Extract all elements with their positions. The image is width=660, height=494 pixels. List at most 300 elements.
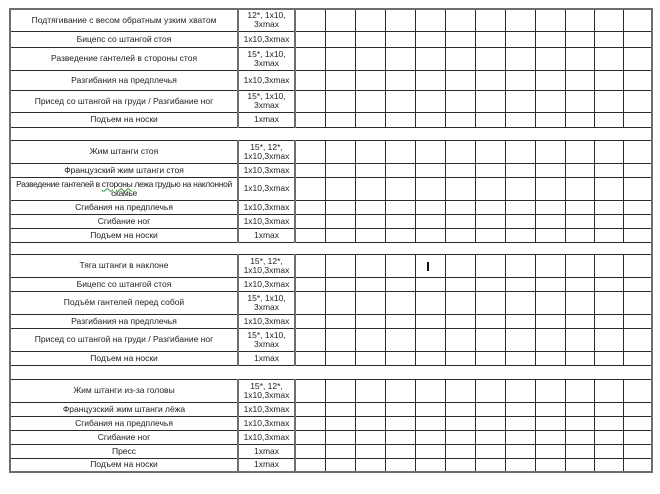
log-cell[interactable]	[355, 444, 385, 458]
log-cell[interactable]	[505, 112, 535, 127]
log-cell[interactable]	[295, 277, 325, 291]
log-cell[interactable]	[445, 70, 475, 90]
log-cell[interactable]	[565, 90, 594, 112]
log-cell[interactable]	[355, 402, 385, 416]
log-cell[interactable]	[445, 9, 475, 31]
log-cell[interactable]	[385, 9, 415, 31]
exercise-cell[interactable]	[10, 228, 238, 242]
log-cell[interactable]	[535, 277, 565, 291]
exercise-cell[interactable]	[10, 430, 238, 444]
log-cell[interactable]	[565, 430, 594, 444]
log-cell[interactable]	[623, 402, 652, 416]
log-cell[interactable]	[445, 314, 475, 328]
exercise-cell[interactable]	[10, 444, 238, 458]
exercise-cell[interactable]	[10, 31, 238, 47]
log-cell[interactable]	[505, 328, 535, 351]
log-cell[interactable]	[594, 458, 623, 472]
scheme-cell[interactable]	[238, 444, 295, 458]
log-cell[interactable]	[415, 416, 445, 430]
log-cell[interactable]	[295, 47, 325, 70]
exercise-cell[interactable]	[10, 163, 238, 177]
log-cell[interactable]	[565, 402, 594, 416]
log-cell[interactable]	[325, 31, 355, 47]
log-cell[interactable]	[535, 416, 565, 430]
log-cell[interactable]	[475, 177, 505, 200]
log-cell[interactable]	[445, 31, 475, 47]
scheme-cell[interactable]	[238, 163, 295, 177]
log-cell[interactable]	[535, 163, 565, 177]
log-cell[interactable]	[505, 200, 535, 214]
log-cell[interactable]	[505, 314, 535, 328]
log-cell[interactable]	[475, 200, 505, 214]
log-cell[interactable]	[623, 200, 652, 214]
exercise-cell[interactable]	[10, 291, 238, 314]
log-cell[interactable]	[325, 402, 355, 416]
log-cell[interactable]	[385, 402, 415, 416]
log-cell[interactable]	[385, 163, 415, 177]
log-cell[interactable]	[475, 47, 505, 70]
log-cell[interactable]	[415, 112, 445, 127]
log-cell[interactable]	[594, 177, 623, 200]
log-cell[interactable]	[594, 277, 623, 291]
log-cell[interactable]	[355, 351, 385, 365]
log-cell[interactable]	[355, 31, 385, 47]
log-cell[interactable]	[594, 47, 623, 70]
log-cell[interactable]	[445, 379, 475, 402]
log-cell[interactable]	[565, 254, 594, 277]
log-cell[interactable]	[535, 177, 565, 200]
scheme-cell[interactable]	[238, 254, 295, 277]
exercise-cell[interactable]	[10, 140, 238, 163]
log-cell[interactable]	[594, 214, 623, 228]
log-cell[interactable]	[295, 291, 325, 314]
log-cell[interactable]	[415, 430, 445, 444]
log-cell[interactable]	[385, 70, 415, 90]
log-cell[interactable]	[565, 351, 594, 365]
log-cell[interactable]	[505, 31, 535, 47]
log-cell[interactable]	[594, 351, 623, 365]
log-cell[interactable]	[295, 214, 325, 228]
log-cell[interactable]	[445, 351, 475, 365]
log-cell[interactable]	[445, 402, 475, 416]
log-cell[interactable]	[623, 379, 652, 402]
scheme-cell[interactable]	[238, 277, 295, 291]
log-cell[interactable]	[505, 140, 535, 163]
log-cell[interactable]	[565, 228, 594, 242]
log-cell[interactable]	[355, 9, 385, 31]
log-cell[interactable]	[535, 47, 565, 70]
exercise-cell[interactable]	[10, 351, 238, 365]
scheme-cell[interactable]	[238, 70, 295, 90]
log-cell[interactable]	[415, 31, 445, 47]
log-cell[interactable]	[295, 254, 325, 277]
log-cell[interactable]	[594, 402, 623, 416]
log-cell[interactable]	[565, 214, 594, 228]
scheme-cell[interactable]	[238, 402, 295, 416]
log-cell[interactable]	[445, 416, 475, 430]
log-cell[interactable]	[355, 140, 385, 163]
log-cell[interactable]	[505, 70, 535, 90]
log-cell[interactable]	[594, 444, 623, 458]
log-cell[interactable]	[385, 254, 415, 277]
log-cell[interactable]	[623, 328, 652, 351]
exercise-cell[interactable]	[10, 200, 238, 214]
log-cell[interactable]	[385, 314, 415, 328]
log-cell[interactable]	[295, 163, 325, 177]
exercise-cell[interactable]	[10, 214, 238, 228]
log-cell[interactable]	[505, 47, 535, 70]
log-cell[interactable]	[325, 314, 355, 328]
log-cell[interactable]	[475, 314, 505, 328]
log-cell[interactable]	[594, 430, 623, 444]
log-cell[interactable]	[475, 214, 505, 228]
exercise-cell[interactable]	[10, 277, 238, 291]
log-cell[interactable]	[415, 47, 445, 70]
log-cell[interactable]	[295, 90, 325, 112]
log-cell[interactable]	[295, 444, 325, 458]
log-cell[interactable]	[415, 351, 445, 365]
log-cell[interactable]	[565, 314, 594, 328]
log-cell[interactable]	[415, 140, 445, 163]
log-cell[interactable]	[623, 351, 652, 365]
scheme-cell[interactable]	[238, 379, 295, 402]
log-cell[interactable]	[565, 444, 594, 458]
log-cell[interactable]	[295, 328, 325, 351]
exercise-cell[interactable]	[10, 416, 238, 430]
log-cell[interactable]	[535, 351, 565, 365]
log-cell[interactable]	[475, 31, 505, 47]
log-cell[interactable]	[535, 90, 565, 112]
log-cell[interactable]	[505, 277, 535, 291]
log-cell[interactable]	[415, 9, 445, 31]
log-cell[interactable]	[325, 90, 355, 112]
exercise-cell[interactable]	[10, 112, 238, 127]
exercise-cell[interactable]	[10, 70, 238, 90]
log-cell[interactable]	[325, 163, 355, 177]
log-cell[interactable]	[565, 140, 594, 163]
log-cell[interactable]	[505, 228, 535, 242]
log-cell[interactable]	[415, 402, 445, 416]
scheme-cell[interactable]	[238, 314, 295, 328]
log-cell[interactable]	[415, 444, 445, 458]
log-cell[interactable]	[445, 328, 475, 351]
log-cell[interactable]	[623, 177, 652, 200]
log-cell[interactable]	[355, 214, 385, 228]
log-cell[interactable]	[475, 277, 505, 291]
log-cell[interactable]	[325, 379, 355, 402]
log-cell[interactable]	[385, 177, 415, 200]
log-cell[interactable]	[594, 140, 623, 163]
scheme-cell[interactable]	[238, 177, 295, 200]
log-cell[interactable]	[535, 70, 565, 90]
log-cell[interactable]	[565, 31, 594, 47]
log-cell[interactable]	[594, 314, 623, 328]
log-cell[interactable]	[475, 444, 505, 458]
log-cell[interactable]	[623, 458, 652, 472]
log-cell[interactable]	[445, 200, 475, 214]
log-cell[interactable]	[565, 177, 594, 200]
log-cell[interactable]	[594, 328, 623, 351]
log-cell[interactable]	[415, 163, 445, 177]
log-cell[interactable]	[623, 47, 652, 70]
log-cell[interactable]	[325, 47, 355, 70]
log-cell[interactable]	[594, 254, 623, 277]
log-cell[interactable]	[385, 458, 415, 472]
log-cell[interactable]	[325, 291, 355, 314]
log-cell[interactable]	[565, 9, 594, 31]
log-cell[interactable]	[325, 277, 355, 291]
scheme-cell[interactable]	[238, 291, 295, 314]
log-cell[interactable]	[594, 416, 623, 430]
log-cell[interactable]	[355, 163, 385, 177]
log-cell[interactable]	[325, 458, 355, 472]
log-cell[interactable]	[565, 200, 594, 214]
log-cell[interactable]	[325, 430, 355, 444]
log-cell[interactable]	[295, 31, 325, 47]
log-cell[interactable]	[385, 47, 415, 70]
scheme-cell[interactable]	[238, 214, 295, 228]
log-cell[interactable]	[623, 70, 652, 90]
log-cell[interactable]	[623, 416, 652, 430]
log-cell[interactable]	[535, 9, 565, 31]
log-cell[interactable]	[295, 228, 325, 242]
log-cell[interactable]	[475, 379, 505, 402]
log-cell[interactable]	[475, 430, 505, 444]
scheme-cell[interactable]	[238, 328, 295, 351]
log-cell[interactable]	[475, 458, 505, 472]
log-cell[interactable]	[505, 458, 535, 472]
exercise-cell[interactable]	[10, 9, 238, 31]
scheme-cell[interactable]	[238, 112, 295, 127]
log-cell[interactable]	[623, 254, 652, 277]
log-cell[interactable]	[385, 214, 415, 228]
log-cell[interactable]	[415, 277, 445, 291]
log-cell[interactable]	[325, 328, 355, 351]
log-cell[interactable]	[535, 328, 565, 351]
log-cell[interactable]	[623, 430, 652, 444]
scheme-cell[interactable]	[238, 351, 295, 365]
scheme-cell[interactable]	[238, 430, 295, 444]
log-cell[interactable]	[565, 163, 594, 177]
log-cell[interactable]	[623, 291, 652, 314]
log-cell[interactable]	[325, 214, 355, 228]
log-cell[interactable]	[594, 31, 623, 47]
log-cell[interactable]	[505, 351, 535, 365]
log-cell[interactable]	[535, 458, 565, 472]
log-cell[interactable]	[415, 291, 445, 314]
log-cell[interactable]	[295, 177, 325, 200]
log-cell[interactable]	[445, 163, 475, 177]
log-cell[interactable]	[475, 90, 505, 112]
log-cell[interactable]	[535, 444, 565, 458]
log-cell[interactable]	[415, 228, 445, 242]
scheme-cell[interactable]	[238, 228, 295, 242]
log-cell[interactable]	[505, 430, 535, 444]
log-cell[interactable]	[385, 228, 415, 242]
spacer-cell[interactable]	[10, 127, 652, 140]
log-cell[interactable]	[295, 140, 325, 163]
log-cell[interactable]	[385, 379, 415, 402]
log-cell[interactable]	[505, 163, 535, 177]
log-cell[interactable]	[355, 314, 385, 328]
log-cell[interactable]	[355, 47, 385, 70]
log-cell[interactable]	[355, 328, 385, 351]
log-cell[interactable]	[385, 430, 415, 444]
scheme-cell[interactable]	[238, 31, 295, 47]
scheme-cell[interactable]	[238, 416, 295, 430]
log-cell[interactable]	[415, 70, 445, 90]
log-cell[interactable]	[415, 177, 445, 200]
log-cell[interactable]	[385, 90, 415, 112]
log-cell[interactable]	[594, 200, 623, 214]
log-cell[interactable]	[385, 291, 415, 314]
log-cell[interactable]	[355, 379, 385, 402]
log-cell[interactable]	[475, 70, 505, 90]
exercise-cell[interactable]	[10, 47, 238, 70]
log-cell[interactable]	[415, 328, 445, 351]
exercise-cell[interactable]	[10, 379, 238, 402]
log-cell[interactable]	[325, 254, 355, 277]
log-cell[interactable]	[623, 314, 652, 328]
log-cell[interactable]	[565, 277, 594, 291]
log-cell[interactable]	[445, 90, 475, 112]
log-cell[interactable]	[355, 70, 385, 90]
exercise-cell[interactable]	[10, 328, 238, 351]
log-cell[interactable]	[594, 70, 623, 90]
scheme-cell[interactable]	[238, 9, 295, 31]
log-cell[interactable]	[295, 402, 325, 416]
log-cell[interactable]	[623, 277, 652, 291]
log-cell[interactable]	[385, 328, 415, 351]
exercise-cell[interactable]	[10, 90, 238, 112]
log-cell[interactable]	[623, 214, 652, 228]
log-cell[interactable]	[535, 291, 565, 314]
log-cell[interactable]	[385, 351, 415, 365]
log-cell[interactable]	[295, 458, 325, 472]
log-cell[interactable]	[623, 9, 652, 31]
log-cell[interactable]	[623, 90, 652, 112]
log-cell[interactable]	[594, 163, 623, 177]
log-cell[interactable]	[415, 214, 445, 228]
log-cell[interactable]	[295, 379, 325, 402]
log-cell[interactable]	[475, 402, 505, 416]
log-cell[interactable]	[385, 444, 415, 458]
log-cell[interactable]	[535, 228, 565, 242]
log-cell[interactable]	[415, 379, 445, 402]
log-cell[interactable]	[594, 379, 623, 402]
spacer-cell[interactable]	[10, 242, 652, 254]
log-cell[interactable]	[325, 70, 355, 90]
log-cell[interactable]	[445, 291, 475, 314]
log-cell[interactable]	[475, 416, 505, 430]
scheme-cell[interactable]	[238, 90, 295, 112]
log-cell[interactable]	[385, 416, 415, 430]
log-cell[interactable]	[295, 112, 325, 127]
log-cell[interactable]	[623, 140, 652, 163]
log-cell[interactable]	[475, 140, 505, 163]
log-cell[interactable]	[505, 402, 535, 416]
log-cell[interactable]	[475, 254, 505, 277]
log-cell[interactable]	[325, 177, 355, 200]
log-cell[interactable]	[445, 430, 475, 444]
log-cell[interactable]	[535, 214, 565, 228]
log-cell[interactable]	[535, 254, 565, 277]
log-cell[interactable]	[505, 9, 535, 31]
log-cell[interactable]	[565, 416, 594, 430]
log-cell[interactable]	[385, 112, 415, 127]
log-cell[interactable]	[415, 314, 445, 328]
log-cell[interactable]	[325, 228, 355, 242]
exercise-cell[interactable]	[10, 458, 238, 472]
log-cell[interactable]	[623, 444, 652, 458]
log-cell[interactable]	[295, 430, 325, 444]
log-cell[interactable]	[505, 291, 535, 314]
log-cell[interactable]	[445, 444, 475, 458]
log-cell[interactable]	[445, 112, 475, 127]
log-cell[interactable]	[535, 402, 565, 416]
log-cell[interactable]	[325, 9, 355, 31]
log-cell[interactable]	[475, 9, 505, 31]
log-cell[interactable]	[385, 31, 415, 47]
log-cell[interactable]	[355, 177, 385, 200]
log-cell[interactable]	[535, 31, 565, 47]
log-cell[interactable]	[475, 328, 505, 351]
log-cell[interactable]	[505, 444, 535, 458]
log-cell[interactable]	[535, 200, 565, 214]
log-cell[interactable]	[623, 163, 652, 177]
log-cell[interactable]	[565, 70, 594, 90]
log-cell[interactable]	[325, 200, 355, 214]
log-cell[interactable]	[445, 228, 475, 242]
log-cell[interactable]	[565, 47, 594, 70]
log-cell[interactable]	[445, 254, 475, 277]
log-cell[interactable]	[355, 416, 385, 430]
scheme-cell[interactable]	[238, 47, 295, 70]
log-cell[interactable]	[594, 291, 623, 314]
scheme-cell[interactable]	[238, 140, 295, 163]
exercise-cell[interactable]	[10, 177, 238, 200]
log-cell[interactable]	[325, 444, 355, 458]
log-cell[interactable]	[505, 214, 535, 228]
log-cell[interactable]	[325, 112, 355, 127]
log-cell[interactable]	[535, 140, 565, 163]
log-cell[interactable]	[594, 112, 623, 127]
log-cell[interactable]	[355, 254, 385, 277]
log-cell[interactable]	[445, 140, 475, 163]
log-cell[interactable]	[475, 112, 505, 127]
log-cell[interactable]	[475, 351, 505, 365]
log-cell[interactable]	[505, 177, 535, 200]
log-cell[interactable]	[415, 200, 445, 214]
log-cell[interactable]	[594, 90, 623, 112]
scheme-cell[interactable]	[238, 200, 295, 214]
spacer-cell[interactable]	[10, 365, 652, 379]
log-cell[interactable]	[325, 416, 355, 430]
log-cell[interactable]	[445, 214, 475, 228]
log-cell[interactable]	[295, 314, 325, 328]
log-cell[interactable]	[475, 228, 505, 242]
log-cell[interactable]	[355, 228, 385, 242]
log-cell[interactable]	[623, 228, 652, 242]
log-cell[interactable]	[475, 291, 505, 314]
log-cell[interactable]	[445, 177, 475, 200]
log-cell[interactable]	[594, 9, 623, 31]
log-cell[interactable]	[295, 9, 325, 31]
log-cell[interactable]	[325, 140, 355, 163]
log-cell[interactable]	[565, 328, 594, 351]
log-cell[interactable]	[295, 70, 325, 90]
log-cell[interactable]	[355, 90, 385, 112]
